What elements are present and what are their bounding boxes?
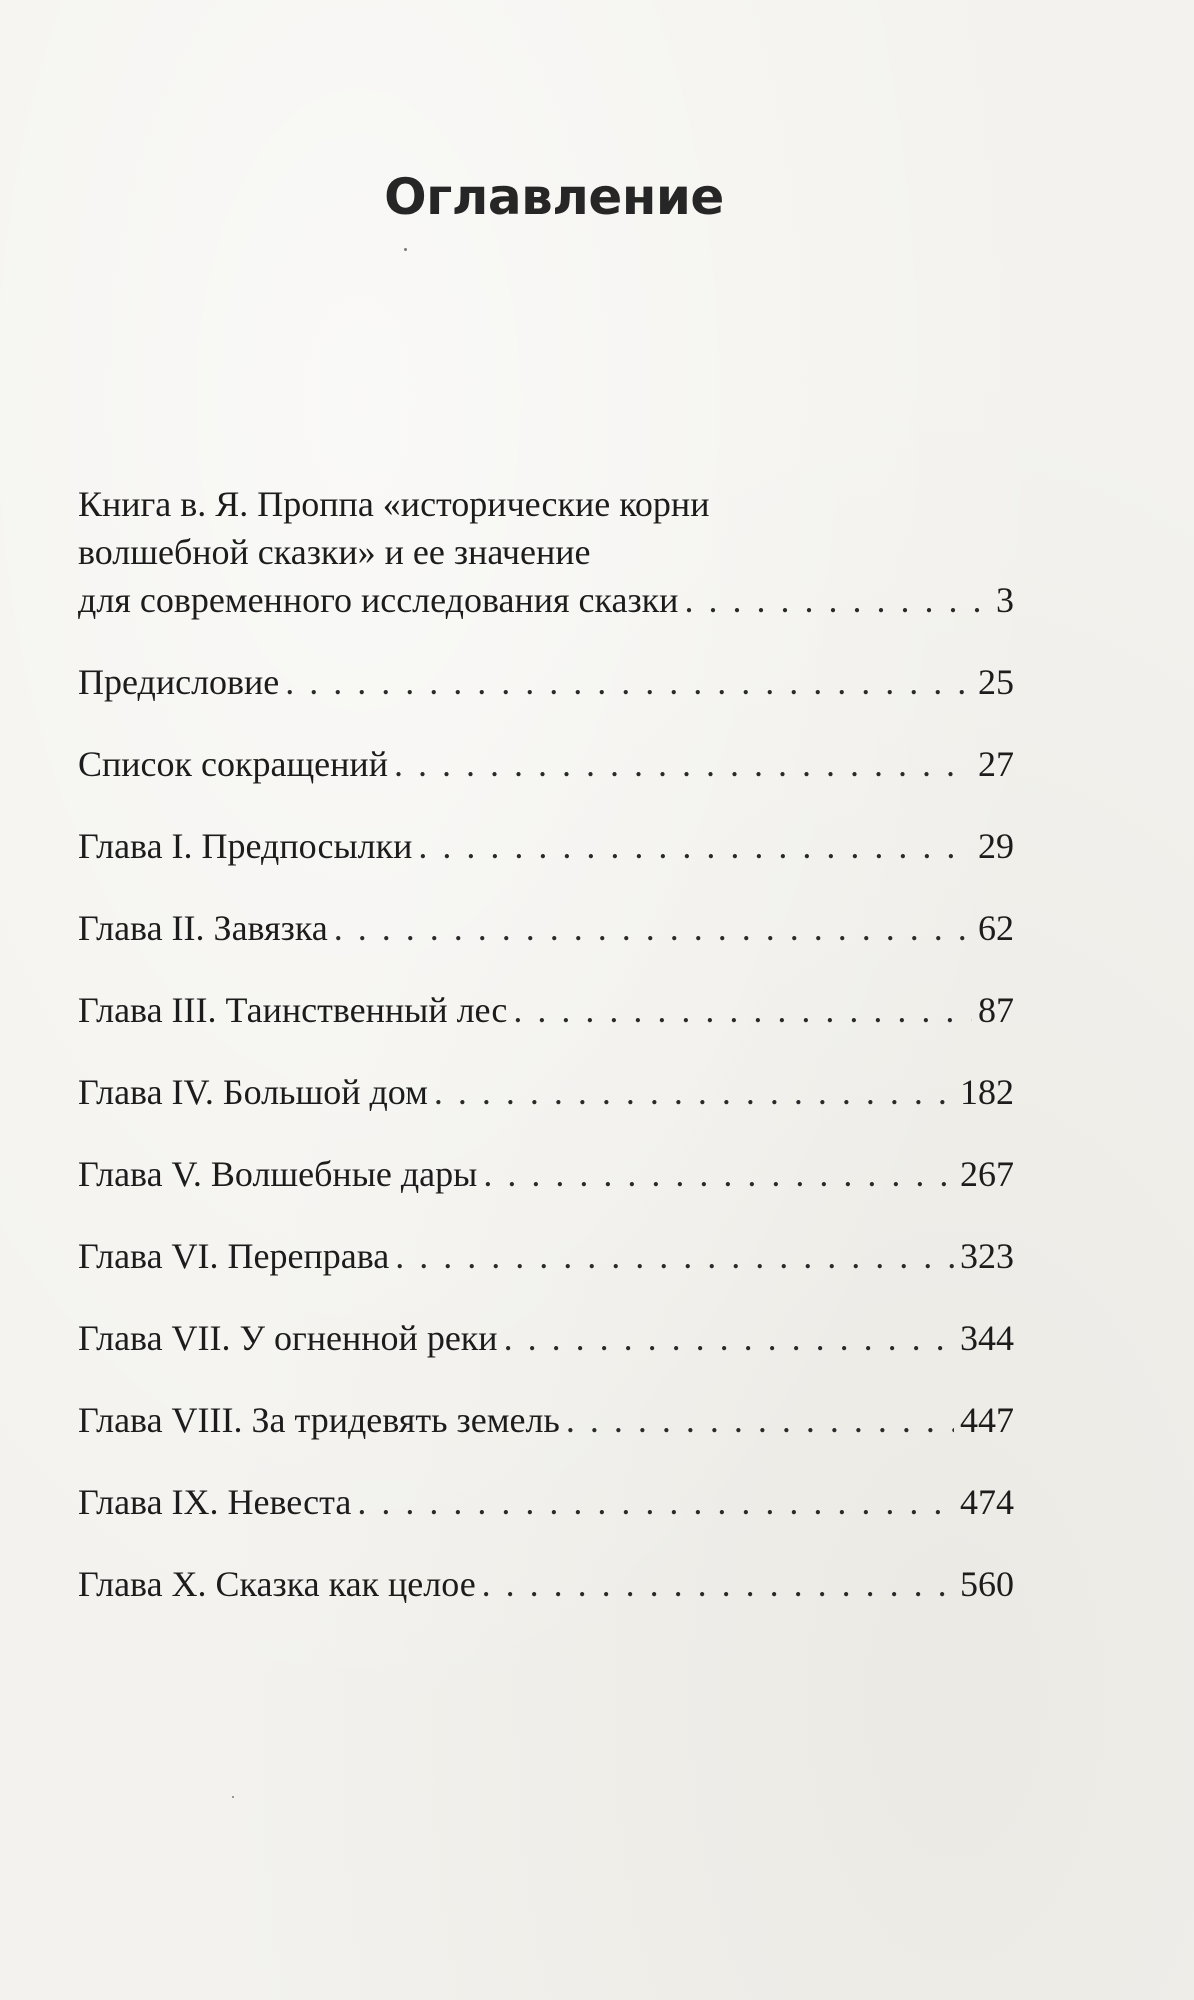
toc-entry-label-line: Книга в. Я. Проппа «исторические корни: [78, 484, 710, 524]
toc-entry-page-number: 447: [960, 1400, 1014, 1440]
toc-entry-label: Глава X. Сказка как целое: [78, 1564, 476, 1604]
toc-entry-introduction[interactable]: [78, 480, 1014, 624]
toc-entry-label-line: волшебной сказки» и ее значение: [78, 532, 591, 572]
dot-leader: [334, 904, 972, 952]
toc-entry-page-number: 323: [960, 1236, 1014, 1276]
paper-speck: [232, 1796, 234, 1798]
toc-entry-chapter-8[interactable]: [78, 1396, 1014, 1444]
toc-entry-label: Глава VIII. За тридевять земель: [78, 1400, 560, 1440]
table-of-contents: [78, 480, 1014, 1642]
toc-entry-label: Глава V. Волшебные дары: [78, 1154, 478, 1194]
toc-entry-page-number: 182: [960, 1072, 1014, 1112]
dot-leader: [482, 1560, 954, 1608]
toc-entry-page-number: 29: [978, 826, 1014, 866]
toc-entry-label-line: для современного исследования сказки: [78, 580, 679, 620]
dot-leader: [394, 740, 972, 788]
toc-entry-page-number: 344: [960, 1318, 1014, 1358]
toc-entry-page-number: 560: [960, 1564, 1014, 1604]
toc-entry-page-number: 474: [960, 1482, 1014, 1522]
toc-entry-label: Список сокращений: [78, 744, 388, 784]
toc-entry-chapter-1[interactable]: [78, 822, 1014, 870]
dot-leader: [566, 1396, 954, 1444]
dot-leader: [483, 1150, 954, 1198]
toc-entry-abbreviations[interactable]: [78, 740, 1014, 788]
toc-entry-label: Глава III. Таинственный лес: [78, 990, 508, 1030]
toc-entry-label: Глава VI. Переправа: [78, 1236, 390, 1276]
toc-entry-label: Глава I. Предпосылки: [78, 826, 413, 866]
paper-speck: [404, 248, 407, 251]
toc-entry-preface[interactable]: [78, 658, 1014, 706]
page-title: Оглавление: [384, 168, 724, 226]
toc-entry-label: Глава IX. Невеста: [78, 1482, 352, 1522]
toc-entry-chapter-2[interactable]: [78, 904, 1014, 952]
toc-entry-chapter-7[interactable]: [78, 1314, 1014, 1362]
toc-entry-chapter-10[interactable]: [78, 1560, 1014, 1608]
toc-entry-page-number: 267: [960, 1154, 1014, 1194]
dot-leader: [513, 986, 972, 1034]
toc-entry-label: Глава IV. Большой дом: [78, 1072, 428, 1112]
dot-leader: [684, 576, 984, 624]
toc-entry-page-number: 3: [996, 580, 1014, 620]
dot-leader: [418, 822, 972, 870]
toc-entry-label: Предисловие: [78, 662, 280, 702]
dot-leader: [285, 658, 972, 706]
toc-entry-chapter-5[interactable]: [78, 1150, 1014, 1198]
dot-leader: [357, 1478, 954, 1526]
dot-leader: [504, 1314, 954, 1362]
toc-entry-chapter-4[interactable]: [78, 1068, 1014, 1116]
toc-entry-label: Глава II. Завязка: [78, 908, 328, 948]
toc-entry-label: Глава VII. У огненной реки: [78, 1318, 498, 1358]
toc-entry-page-number: 27: [978, 744, 1014, 784]
toc-entry-chapter-6[interactable]: [78, 1232, 1014, 1280]
toc-entry-page-number: 62: [978, 908, 1014, 948]
toc-entry-page-number: 25: [978, 662, 1014, 702]
toc-entry-chapter-9[interactable]: [78, 1478, 1014, 1526]
toc-entry-chapter-3[interactable]: [78, 986, 1014, 1034]
dot-leader: [434, 1068, 954, 1116]
toc-entry-page-number: 87: [978, 990, 1014, 1030]
dot-leader: [395, 1232, 954, 1280]
